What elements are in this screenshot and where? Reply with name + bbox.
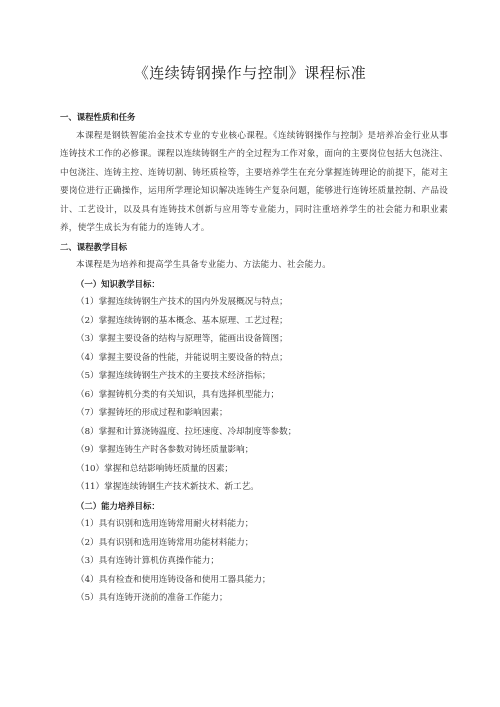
list-item: （9）掌握连铸生产时各参数对铸坯质量影响； — [76, 445, 254, 455]
list-item: （11）掌握连续铸钢生产技术新技术、新工艺。 — [76, 482, 259, 492]
list-item: （5）具有连铸开浇前的准备工作能力； — [76, 593, 228, 603]
list-item: （4）具有检查和使用连铸设备和使用工器具能力； — [76, 574, 271, 585]
ability-goals-list — [60, 515, 448, 608]
document-body — [60, 108, 448, 608]
list-item: （5）掌握连续铸钢生产技术的主要技术经济指标； — [76, 371, 271, 381]
section-paragraph-nature: 本课程是钢铁智能冶金技术专业的专业核心课程。《连续铸钢操作与控制》是培养冶金行业从事连铸技术工作的必修课。课程以连续铸钢生产的全过程为工作对象，面向的主要岗位包括大包浇注、中包浇注、连铸主控、连铸切割、铸坯质检等，主要培养学生在充分掌握连铸理论的前提下，能对主要岗位进行正确操作，运用所学理论知识解决连铸生产复杂问题，能够进行连铸坯质量控制、产品设计、工艺设计，以及具有连铸技术创新与应用等专业能力，同时注重培养学生的社会能力和职业素养，使学生成长为有能力的连铸人才。 — [60, 130, 448, 233]
subsection-heading-ability: （二）能力培养目标： — [76, 500, 160, 511]
document-title: 《连续铸钢操作与控制》课程标准 — [133, 64, 367, 82]
section-heading-nature: 一、课程性质和任务 — [60, 112, 136, 122]
list-item: （7）掌握铸坯的形成过程和影响因素； — [76, 408, 228, 418]
list-item: （1）具有识别和选用连铸常用耐火材料能力； — [76, 519, 254, 529]
knowledge-goals-list — [60, 293, 448, 497]
section-heading-goals: 二、课程教学目标 — [60, 241, 127, 252]
list-item: （3）具有连铸计算机仿真操作能力； — [76, 556, 219, 566]
list-item: （4）掌握主要设备的性能，并能说明主要设备的特点； — [76, 352, 288, 363]
list-item: （2）具有识别和选用连铸常用功能材料能力； — [76, 537, 254, 548]
list-item: （10）掌握和总结影响铸坯质量的因素； — [76, 463, 234, 474]
list-item: （3）掌握主要设备的结构与原理等，能画出设备简图； — [76, 334, 288, 344]
subsection-heading-knowledge: （一）知识教学目标： — [76, 278, 160, 289]
section-paragraph-goals: 本课程是为培养和提高学生具备专业能力、方法能力、社会能力。 — [76, 260, 332, 270]
list-item: （2）掌握连续铸钢的基本概念、基本原理、工艺过程； — [76, 315, 288, 326]
list-item: （6）掌握铸机分类的有关知识，具有选择机型能力； — [76, 389, 280, 400]
list-item: （8）掌握和计算浇铸温度、拉坯速度、冷却制度等参数； — [76, 426, 297, 437]
list-item: （1）掌握连续铸钢生产技术的国内外发展概况与特点； — [76, 297, 288, 307]
